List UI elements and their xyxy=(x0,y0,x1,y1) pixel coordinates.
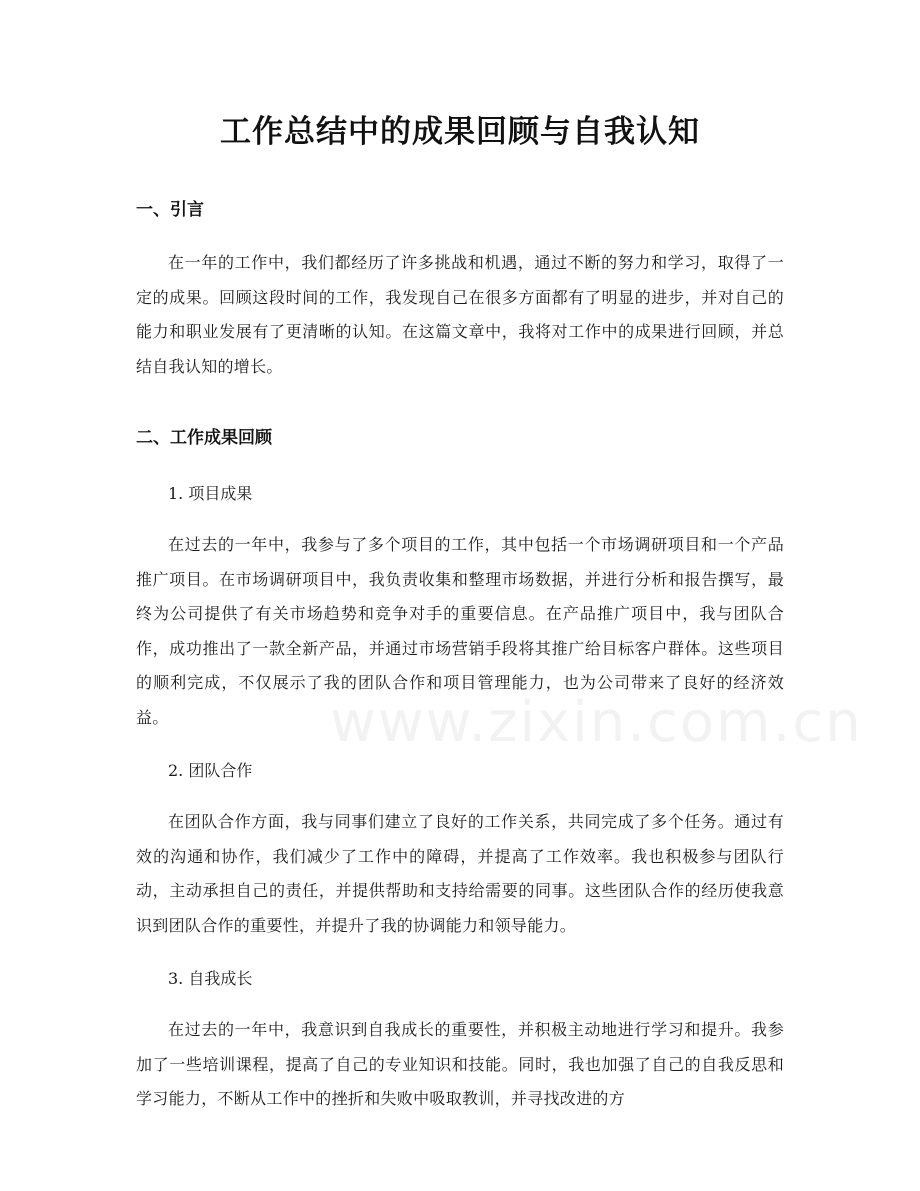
subheading-project-results: 1. 项目成果 xyxy=(168,484,253,503)
teamwork-paragraph: 在团队合作方面，我与同事们建立了良好的工作关系，共同完成了多个任务。通过有效的沟通和协作，我们减少了工作中的障碍，并提高了工作效率。我也积极参与团队行动，主动承担自己的责任，并提供帮助和支持给需要的同事。这些团队合作的经历使我意识到团队合作的重要性，并提升了我的协调能力和领导能力。 xyxy=(136,812,784,935)
watermark: www.zixin.com.cn xyxy=(330,690,863,755)
section-heading-results: 二、工作成果回顾 xyxy=(136,428,272,448)
section-heading-intro: 一、引言 xyxy=(136,200,204,220)
subheading-teamwork: 2. 团队合作 xyxy=(168,761,253,780)
subheading-self-growth: 3. 自我成长 xyxy=(168,969,253,988)
self-growth-paragraph: 在过去的一年中，我意识到自我成长的重要性，并积极主动地进行学习和提升。我参加了一些培训课程，提高了自己的专业知识和技能。同时，我也加强了自己的自我反思和学习能力，不断从工作中的挫折和失败中吸取教训，并寻找改进的方 xyxy=(136,1020,784,1108)
project-results-paragraph: 在过去的一年中，我参与了多个项目的工作，其中包括一个市场调研项目和一个产品推广项目。在市场调研项目中，我负责收集和整理市场数据，并进行分析和报告撰写，最终为公司提供了有关市场趋势和竞争对手的重要信息。在产品推广项目中，我与团队合作，成功推出了一款全新产品，并通过市场营销手段将其推广给目标客户群体。这些项目的顺利完成，不仅展示了我的团队合作和项目管理能力，也为公司带来了良好的经济效益。 xyxy=(136,535,784,727)
intro-paragraph: 在一年的工作中，我们都经历了许多挑战和机遇，通过不断的努力和学习，取得了一定的成果。回顾这段时间的工作，我发现自己在很多方面都有了明显的进步，并对自己的能力和职业发展有了更清晰的认知。在这篇文章中，我将对工作中的成果进行回顾，并总结自我认知的增长。 xyxy=(136,253,784,376)
document-title: 工作总结中的成果回顾与自我认知 xyxy=(220,114,700,150)
